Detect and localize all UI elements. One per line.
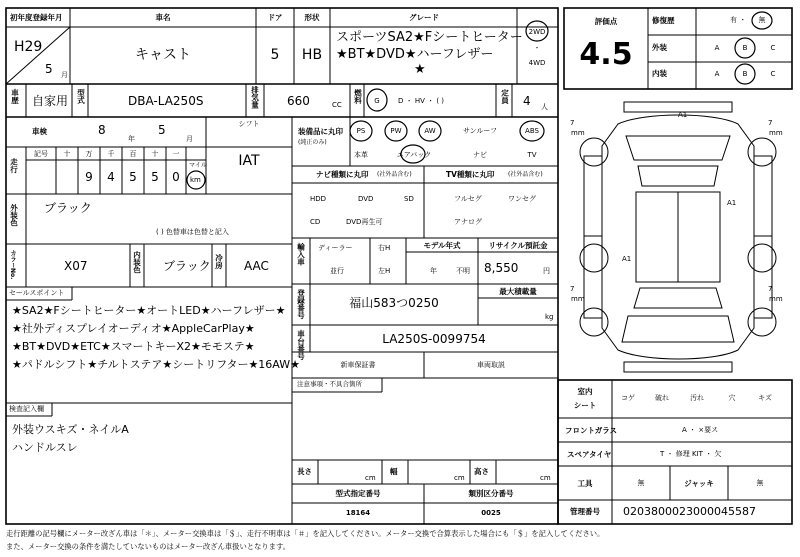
mileage-digit: 5 (129, 170, 137, 184)
capacity-label: 定員 (500, 89, 510, 104)
spare-tire-value: T ・ 修理 KIT ・ 欠 (660, 450, 722, 458)
import-right-hand: 右H (378, 244, 391, 252)
recycle-value: 8,550 (484, 261, 519, 275)
shape-value: HB (301, 47, 323, 63)
doors-label: ドア (267, 13, 283, 22)
tire-depth-unit: mm (769, 129, 783, 137)
sales-point-line: ★BT★DVD★ETC★スマートキーX2★モモステ★ (12, 340, 255, 353)
damage-mark-left: A1 (622, 255, 632, 263)
aircon-value: AAC (244, 259, 269, 273)
tv-label: TV種類に丸印 (446, 170, 495, 179)
capacity-unit: 人 (541, 103, 548, 111)
interior-label: 内装 (652, 69, 667, 78)
tire-depth-unit: mm (571, 295, 585, 303)
grade-line-2: ★BT★DVD★ハーフレザー (336, 47, 494, 62)
navi-sd: SD (404, 195, 414, 203)
mileage-digit: 4 (107, 170, 115, 184)
grade-label: グレード (409, 13, 439, 22)
drive-4wd: 4WD (528, 59, 546, 67)
footer-line-1: 走行距離の記号欄にメーター改ざん車は「＊」、メーター交換車は「＄」、走行不明車は「＃」を記入してください。メーター交換で合算表示した場合にも「＄」を記入してください。 (6, 529, 605, 538)
damage-mark-right: A1 (727, 199, 737, 207)
mileage-col-100k: 十 (63, 150, 71, 158)
interior-circle (734, 63, 756, 85)
spare-tire-label: スペアタイヤ (567, 450, 612, 459)
first-reg-era: H29 (14, 39, 43, 55)
height-label: 高さ (474, 467, 489, 476)
shift-label: シフト (238, 120, 260, 128)
inspector-line: ハンドルスレ (12, 441, 78, 454)
equip-navi: ナビ (473, 151, 487, 159)
grade-line-1: スポーツSA2★Fシートヒーター (336, 30, 523, 45)
month-unit: 月 (61, 71, 68, 79)
length-unit: cm (365, 474, 376, 482)
use-value: 自家用 (32, 94, 69, 108)
sheet-burn: コゲ (621, 394, 635, 402)
eval-label: 評価点 (594, 17, 618, 26)
fuel-gasoline: G (374, 97, 380, 105)
color-note: ( ) 色替車は色替と記入 (156, 228, 229, 236)
car-diagram (564, 96, 792, 378)
use-label: 車歴 (10, 89, 20, 104)
eval-value: 4.5 (579, 37, 633, 72)
inspection-label: 車検 (32, 127, 47, 136)
grade-line-3: ★ (414, 62, 426, 77)
interior-grade-c: C (770, 70, 776, 78)
first-reg-month: 5 (45, 62, 53, 76)
inspection-month: 5 (158, 123, 166, 137)
sales-point-line: ★SA2★Fシートヒーター★オートLED★ハーフレザー★ (12, 304, 286, 317)
tools-label: 工具 (577, 479, 593, 488)
tv-sublabel: (社外品含む) (508, 171, 543, 178)
max-load-label: 最大積載量 (499, 287, 537, 296)
displacement-label: 排気量 (250, 86, 260, 109)
management-label: 管理番号 (570, 507, 600, 516)
model-year-unit: 年 (430, 267, 437, 275)
mileage-unit: km (190, 176, 201, 184)
height-unit: cm (540, 474, 551, 482)
interior-color-label: 内装色 (132, 251, 142, 274)
inspector-line: 外装ウスキズ・ネイルA (12, 423, 129, 436)
capacity-value: 4 (523, 94, 531, 108)
new-car-warranty: 新車保証書 (340, 361, 376, 369)
equip-abs-circle (519, 120, 545, 142)
exterior-circle (734, 37, 756, 59)
drive-2wd: 2WD (528, 28, 546, 36)
repair-options: 有 ・ (730, 16, 747, 24)
vehicle-manual: 車両取説 (477, 361, 505, 369)
equip-aw-circle (418, 120, 442, 142)
management-value: 0203800023000045587 (623, 505, 756, 518)
width-label: 幅 (390, 467, 398, 476)
tire-depth-rl: 7 (570, 285, 575, 293)
sheet-tear: 破れ (655, 394, 669, 402)
drive-2wd-circle (525, 20, 549, 42)
chassis-label: 車台番号 (296, 330, 306, 360)
equip-airbag: エアバック (396, 151, 432, 159)
interior-sheet-label: 室内 (577, 387, 593, 396)
drive-separator: ・ (533, 44, 541, 52)
inspector-label: 検査記入欄 (9, 405, 44, 413)
equipment-sublabel: (純正のみ) (298, 139, 327, 146)
inspection-year-unit: 年 (128, 135, 135, 143)
equip-pw: PW (390, 127, 402, 135)
interior-sheet-label-2: シート (573, 401, 597, 410)
tire-depth-fl: 7 (570, 119, 575, 127)
notes-label: 注意事項・不具合箇所 (297, 380, 362, 388)
shape-label: 形状 (304, 13, 320, 22)
sheet-stain: 汚れ (690, 394, 704, 402)
designation-value: 18164 (345, 509, 371, 517)
inspection-month-unit: 月 (186, 135, 193, 143)
equip-tv: TV (527, 151, 537, 159)
mileage-label: 走行 (9, 158, 19, 173)
import-left-hand: 左H (378, 267, 391, 275)
tv-oneseg: ワンセグ (508, 195, 536, 203)
import-parallel: 並行 (330, 267, 344, 275)
tire-depth-fr: 7 (768, 119, 773, 127)
sales-point-line: ★パドルシフト★チルトステア★シートリフター★16AW★ (12, 358, 300, 371)
registration-label: 登録番号 (296, 289, 306, 319)
mileage-digit: 0 (172, 170, 180, 184)
jack-label: ジャッキ (684, 479, 714, 488)
max-load-unit: kg (545, 313, 554, 321)
color-no-label: カラーNo. (9, 250, 16, 280)
tv-analog: アナログ (454, 218, 482, 226)
mileage-digit: 5 (151, 170, 159, 184)
import-dealer: ディーラー (318, 244, 353, 252)
exterior-label: 外装 (652, 43, 667, 52)
model-year-label: モデル年式 (423, 241, 461, 250)
repair-label: 修復歴 (652, 16, 675, 25)
damage-mark-front: A1 (678, 111, 688, 119)
fuel-options: D ・ HV ・ ( ) (398, 97, 445, 105)
color-label: 外装色 (9, 204, 19, 227)
doors-value: 5 (270, 47, 280, 63)
import-label: 輸入車 (296, 243, 306, 266)
exterior-grade-c: C (770, 44, 776, 52)
shift-value: IAT (238, 153, 260, 169)
interior-color-value: ブラック (163, 259, 211, 273)
model-label: 型式 (76, 89, 86, 104)
recycle-label: リサイクル預託金 (488, 241, 548, 250)
equip-ps: PS (356, 127, 366, 135)
mileage-col-1: 一 (172, 150, 180, 158)
navi-label: ナビ種類に丸印 (316, 170, 369, 179)
front-glass-value: A ・ ×要ス (682, 426, 719, 434)
mileage-digit: 9 (85, 170, 93, 184)
equip-abs: ABS (525, 127, 539, 135)
tv-fullseg: フルセグ (454, 195, 482, 203)
aircon-label: 冷房 (214, 254, 224, 269)
equipment-label: 装備品に丸印 (298, 127, 343, 136)
color-no-value: X07 (64, 259, 88, 273)
navi-dvd-playback: DVD再生可 (346, 218, 383, 226)
navi-sublabel: (社外品含む) (377, 171, 412, 178)
mileage-col-100: 百 (129, 150, 137, 158)
model-value: DBA-LA250S (128, 94, 204, 108)
mileage-col-1k: 千 (107, 150, 115, 158)
exterior-grade-a: A (714, 44, 720, 52)
sheet-hole: 穴 (728, 394, 736, 402)
front-glass-label: フロントガラス (565, 426, 618, 435)
navi-hdd: HDD (310, 195, 327, 203)
registration-value: 福山583つ0250 (349, 296, 439, 310)
car-name-label: 車名 (155, 13, 171, 22)
fuel-label: 燃料 (353, 89, 363, 104)
repair-selected: 無 (758, 16, 766, 24)
displacement-unit: CC (332, 101, 342, 109)
equip-pw-circle (384, 120, 408, 142)
category-label: 類別区分番号 (468, 489, 514, 498)
equip-aw: AW (424, 127, 436, 135)
color-value: ブラック (44, 201, 92, 215)
displacement-value: 660 (287, 94, 310, 108)
equip-airbag-circle (400, 144, 426, 164)
equip-leather: 本革 (354, 151, 368, 159)
mileage-col-10: 十 (151, 150, 159, 158)
mileage-mile-label: マイル (189, 162, 207, 169)
footer-line-2: また、メーター交換の条件を満たしていないものはメーター改ざん車扱いとなります。 (6, 542, 290, 551)
length-label: 長さ (297, 467, 312, 476)
recycle-unit: 円 (543, 267, 550, 275)
exterior-grade-b: B (742, 44, 748, 52)
navi-dvd: DVD (358, 195, 374, 203)
designation-label: 型式指定番号 (335, 489, 381, 498)
sales-point-line: ★社外ディスプレイオーディオ★AppleCarPlay★ (12, 322, 255, 335)
jack-value: 無 (756, 479, 764, 487)
mileage-col-10k: 万 (85, 150, 93, 158)
car-name: キャスト (135, 47, 191, 63)
sales-points-label: セールスポイント (9, 289, 65, 297)
equip-ps-circle (349, 120, 373, 142)
repair-circle (751, 11, 773, 30)
tools-value: 無 (637, 479, 645, 487)
interior-grade-a: A (714, 70, 720, 78)
interior-grade-b: B (742, 70, 748, 78)
equip-sunroof: サンルーフ (462, 127, 498, 135)
mileage-unit-circle (186, 170, 206, 190)
inspection-year: 8 (98, 123, 106, 137)
first-reg-label: 初年度登録年月 (10, 13, 63, 22)
sheet-scratch: キズ (758, 394, 772, 402)
tire-depth-rr: 7 (768, 285, 773, 293)
tire-depth-unit: mm (571, 129, 585, 137)
chassis-value: LA250S-0099754 (382, 332, 486, 346)
tire-depth-unit: mm (769, 295, 783, 303)
model-year-unknown: 不明 (456, 267, 470, 275)
fuel-circle (366, 88, 388, 112)
width-unit: cm (454, 474, 465, 482)
navi-cd: CD (310, 218, 321, 226)
category-value: 0025 (481, 509, 501, 517)
mileage-col-symbol: 記号 (34, 150, 48, 158)
